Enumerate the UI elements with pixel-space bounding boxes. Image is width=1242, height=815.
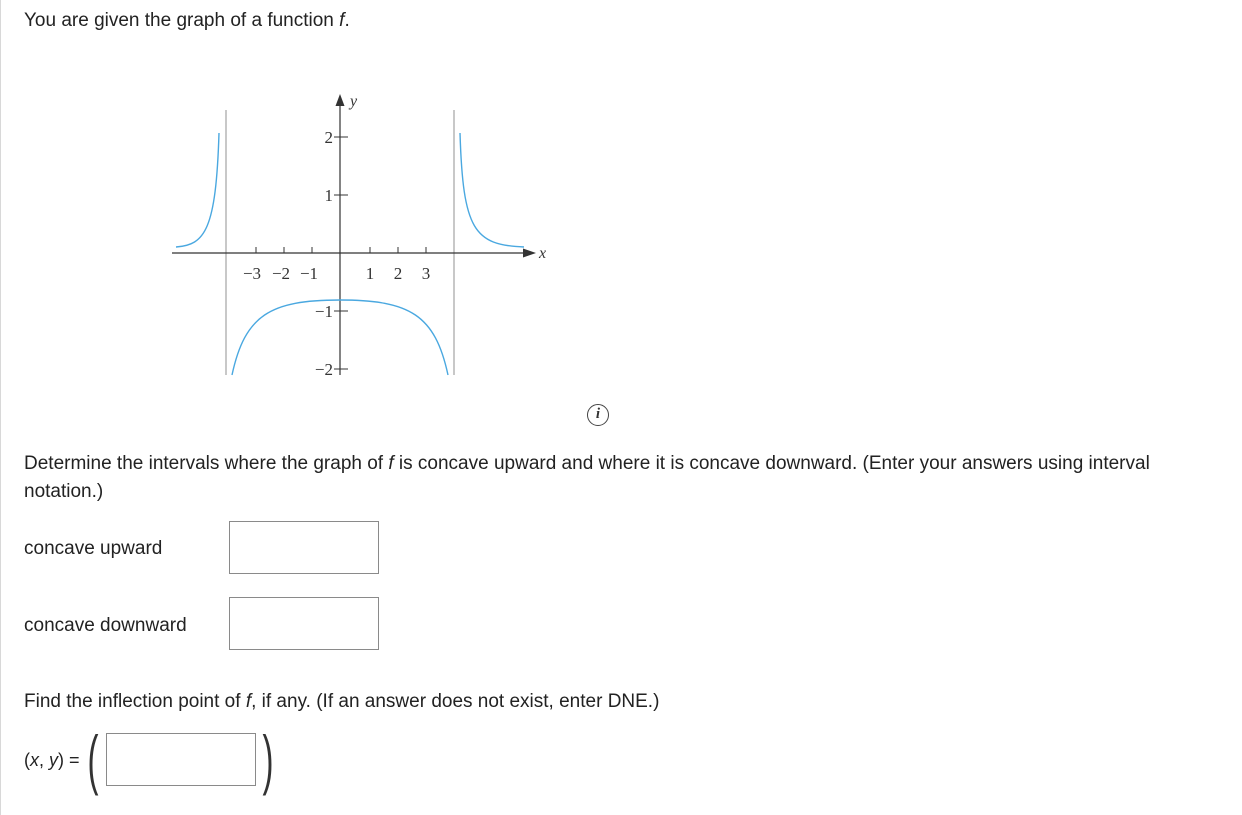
x-tick-label: −1	[299, 264, 319, 283]
x-tick-label: 3	[421, 264, 431, 283]
y-axis-arrow	[336, 94, 345, 106]
inflection-comma: ,	[39, 750, 50, 770]
concave-downward-input[interactable]	[229, 597, 379, 650]
question-inflection-var: f	[245, 691, 252, 712]
info-icon[interactable]: i	[587, 404, 609, 426]
x-tick-label: −3	[242, 264, 262, 283]
y-tick-label: 1	[324, 186, 333, 205]
question-concavity-suffix: is concave upward and where it is concave downward. (Enter your answers using interval notation.)	[24, 453, 1150, 502]
question-concavity	[24, 450, 1214, 506]
inflection-open: (	[24, 750, 30, 770]
question-inflection	[24, 688, 659, 716]
question-concavity-prefix: Determine the intervals where the graph of	[24, 453, 389, 474]
y-tick-label: −2	[314, 360, 333, 379]
concave-downward-label: concave downward	[24, 615, 187, 636]
x-tick-label: 2	[393, 264, 403, 283]
y-tick-label: 2	[324, 128, 333, 147]
y-tick-label: −1	[314, 302, 333, 321]
x-axis-label: x	[539, 245, 547, 262]
x-tick-label: −2	[271, 264, 291, 283]
left-border	[0, 0, 1, 815]
question-concavity-var: f	[388, 453, 394, 474]
inflection-left-paren: (	[87, 722, 99, 796]
inflection-label	[24, 746, 80, 774]
x-axis-arrow	[523, 249, 536, 258]
intro-var: f	[339, 10, 345, 31]
inflection-y: y	[49, 750, 59, 770]
inflection-close: ) =	[58, 750, 80, 770]
intro-suffix: .	[344, 10, 350, 31]
y-axis-label: y	[350, 93, 358, 110]
x-tick-label: 1	[365, 264, 375, 283]
curve-left-branch	[176, 133, 219, 247]
concave-upward-label: concave upward	[24, 538, 163, 559]
question-inflection-prefix: Find the inflection point of	[24, 691, 246, 712]
question-inflection-suffix: , if any. (If an answer does not exist, enter DNE.)	[251, 691, 660, 712]
curve-right-branch	[460, 133, 524, 247]
inflection-x: x	[30, 750, 39, 770]
inflection-right-paren: )	[262, 722, 274, 796]
concave-upward-input[interactable]	[229, 521, 379, 574]
intro-prefix: You are given the graph of a function	[24, 10, 340, 31]
intro-text	[24, 7, 350, 35]
inflection-point-input[interactable]	[106, 733, 256, 786]
function-graph	[160, 85, 560, 385]
